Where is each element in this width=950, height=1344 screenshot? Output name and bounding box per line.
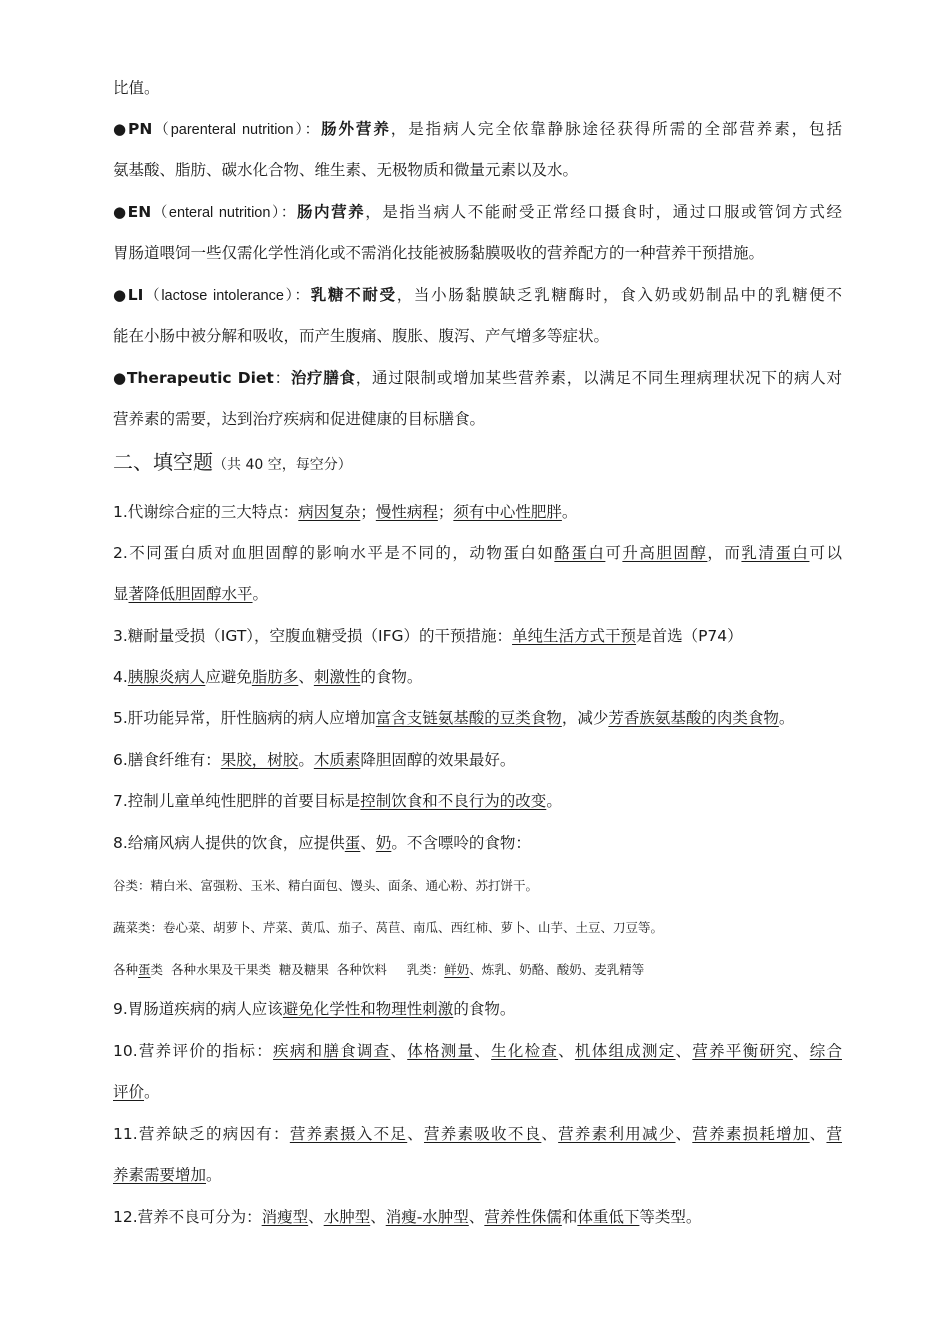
question-2-cont: 显著降低胆固醇水平。 [113,585,269,603]
definition-therapeutic-diet: ●Therapeutic Diet：治疗膳食，通过限制或增加某些营养素，以满足不同生理病理状况下的病人对 [113,369,842,387]
section-heading: 二、填空题（共 40 空，每空分） [113,450,352,474]
text-line: 营养素的需要，达到治疗疾病和促进健康的目标膳食。 [113,410,486,428]
question-3: 3.糖耐量受损（IGT），空腹血糖受损（IFG）的干预措施：单纯生活方式干预是首选（P74） [113,627,743,645]
question-2: 2.不同蛋白质对血胆固醇的影响水平是不同的，动物蛋白如酪蛋白可升高胆固醇，而乳清蛋白可以 [113,544,842,562]
question-5: 5.肝功能异常，肝性脑病的病人应增加富含支链氨基酸的豆类食物，减少芳香族氨基酸的肉类食物。 [113,709,795,727]
bullet-icon: ● [113,286,128,304]
definition-li: ●LI（lactose intolerance）：乳糖不耐受，当小肠黏膜缺乏乳糖酶时，食入奶或奶制品中的乳糖便不 [113,286,842,304]
question-9: 9.胃肠道疾病的病人应该避免化学性和物理性刺激的食物。 [113,1000,516,1018]
question-7: 7.控制儿童单纯性肥胖的首要目标是控制饮食和不良行为的改变。 [113,792,562,810]
text-line: 能在小肠中被分解和吸收，而产生腹痛、腹胀、腹泻、产气增多等症状。 [113,327,610,345]
question-10-cont: 评价。 [113,1083,160,1101]
question-10: 10.营养评价的指标：疾病和膳食调查、体格测量、生化检查、机体组成测定、营养平衡研究、综合 [113,1042,842,1060]
bullet-icon: ● [113,203,128,221]
definition-pn: ●PN（parenteral nutrition）：肠外营养，是指病人完全依靠静脉途径获得所需的全部营养素，包括 [113,120,842,138]
question-11-cont: 养素需要增加。 [113,1166,222,1184]
definition-en: ●EN（enteral nutrition）：肠内营养，是指当病人不能耐受正常经口摄食时，通过口服或管饲方式经 [113,203,842,221]
question-6: 6.膳食纤维有：果胶，树胶。木质素降胆固醇的效果最好。 [113,751,516,769]
bullet-icon: ● [113,369,127,387]
text-line: 氨基酸、脂肪、碳水化合物、维生素、无极物质和微量元素以及水。 [113,161,579,179]
question-11: 11.营养缺乏的病因有：营养素摄入不足、营养素吸收不良、营养素利用减少、营养素损耗增加、营 [113,1125,842,1143]
question-4: 4.胰腺炎病人应避免脂肪多、刺激性的食物。 [113,668,423,686]
bullet-icon: ● [113,120,129,138]
food-list-others: 各种蛋类 各种水果及干果类 糖及糖果 各种饮料 乳类：鲜奶、炼乳、奶酪、酸奶、麦乳精等 [113,962,645,977]
food-list-vegetables: 蔬菜类：卷心菜、胡萝卜、芹菜、黄瓜、茄子、莴苣、南瓜、西红柿、萝卜、山芋、土豆、刀豆等。 [113,920,664,935]
text-line: 胃肠道喂饲一些仅需化学性消化或不需消化技能被肠黏膜吸收的营养配方的一种营养干预措施。 [113,244,765,262]
text-line: 比值。 [113,79,160,97]
question-1: 1.代谢综合症的三大特点：病因复杂；慢性病程；须有中心性肥胖。 [113,503,578,521]
food-list-grains: 谷类：精白米、富强粉、玉米、精白面包、馒头、面条、通心粉、苏打饼干。 [113,878,539,893]
question-12: 12.营养不良可分为：消瘦型、水肿型、消瘦-水肿型、营养性侏儒和体重低下等类型。 [113,1208,702,1226]
question-8: 8.给痛风病人提供的饮食，应提供蛋、奶。不含嘌呤的食物： [113,834,531,852]
